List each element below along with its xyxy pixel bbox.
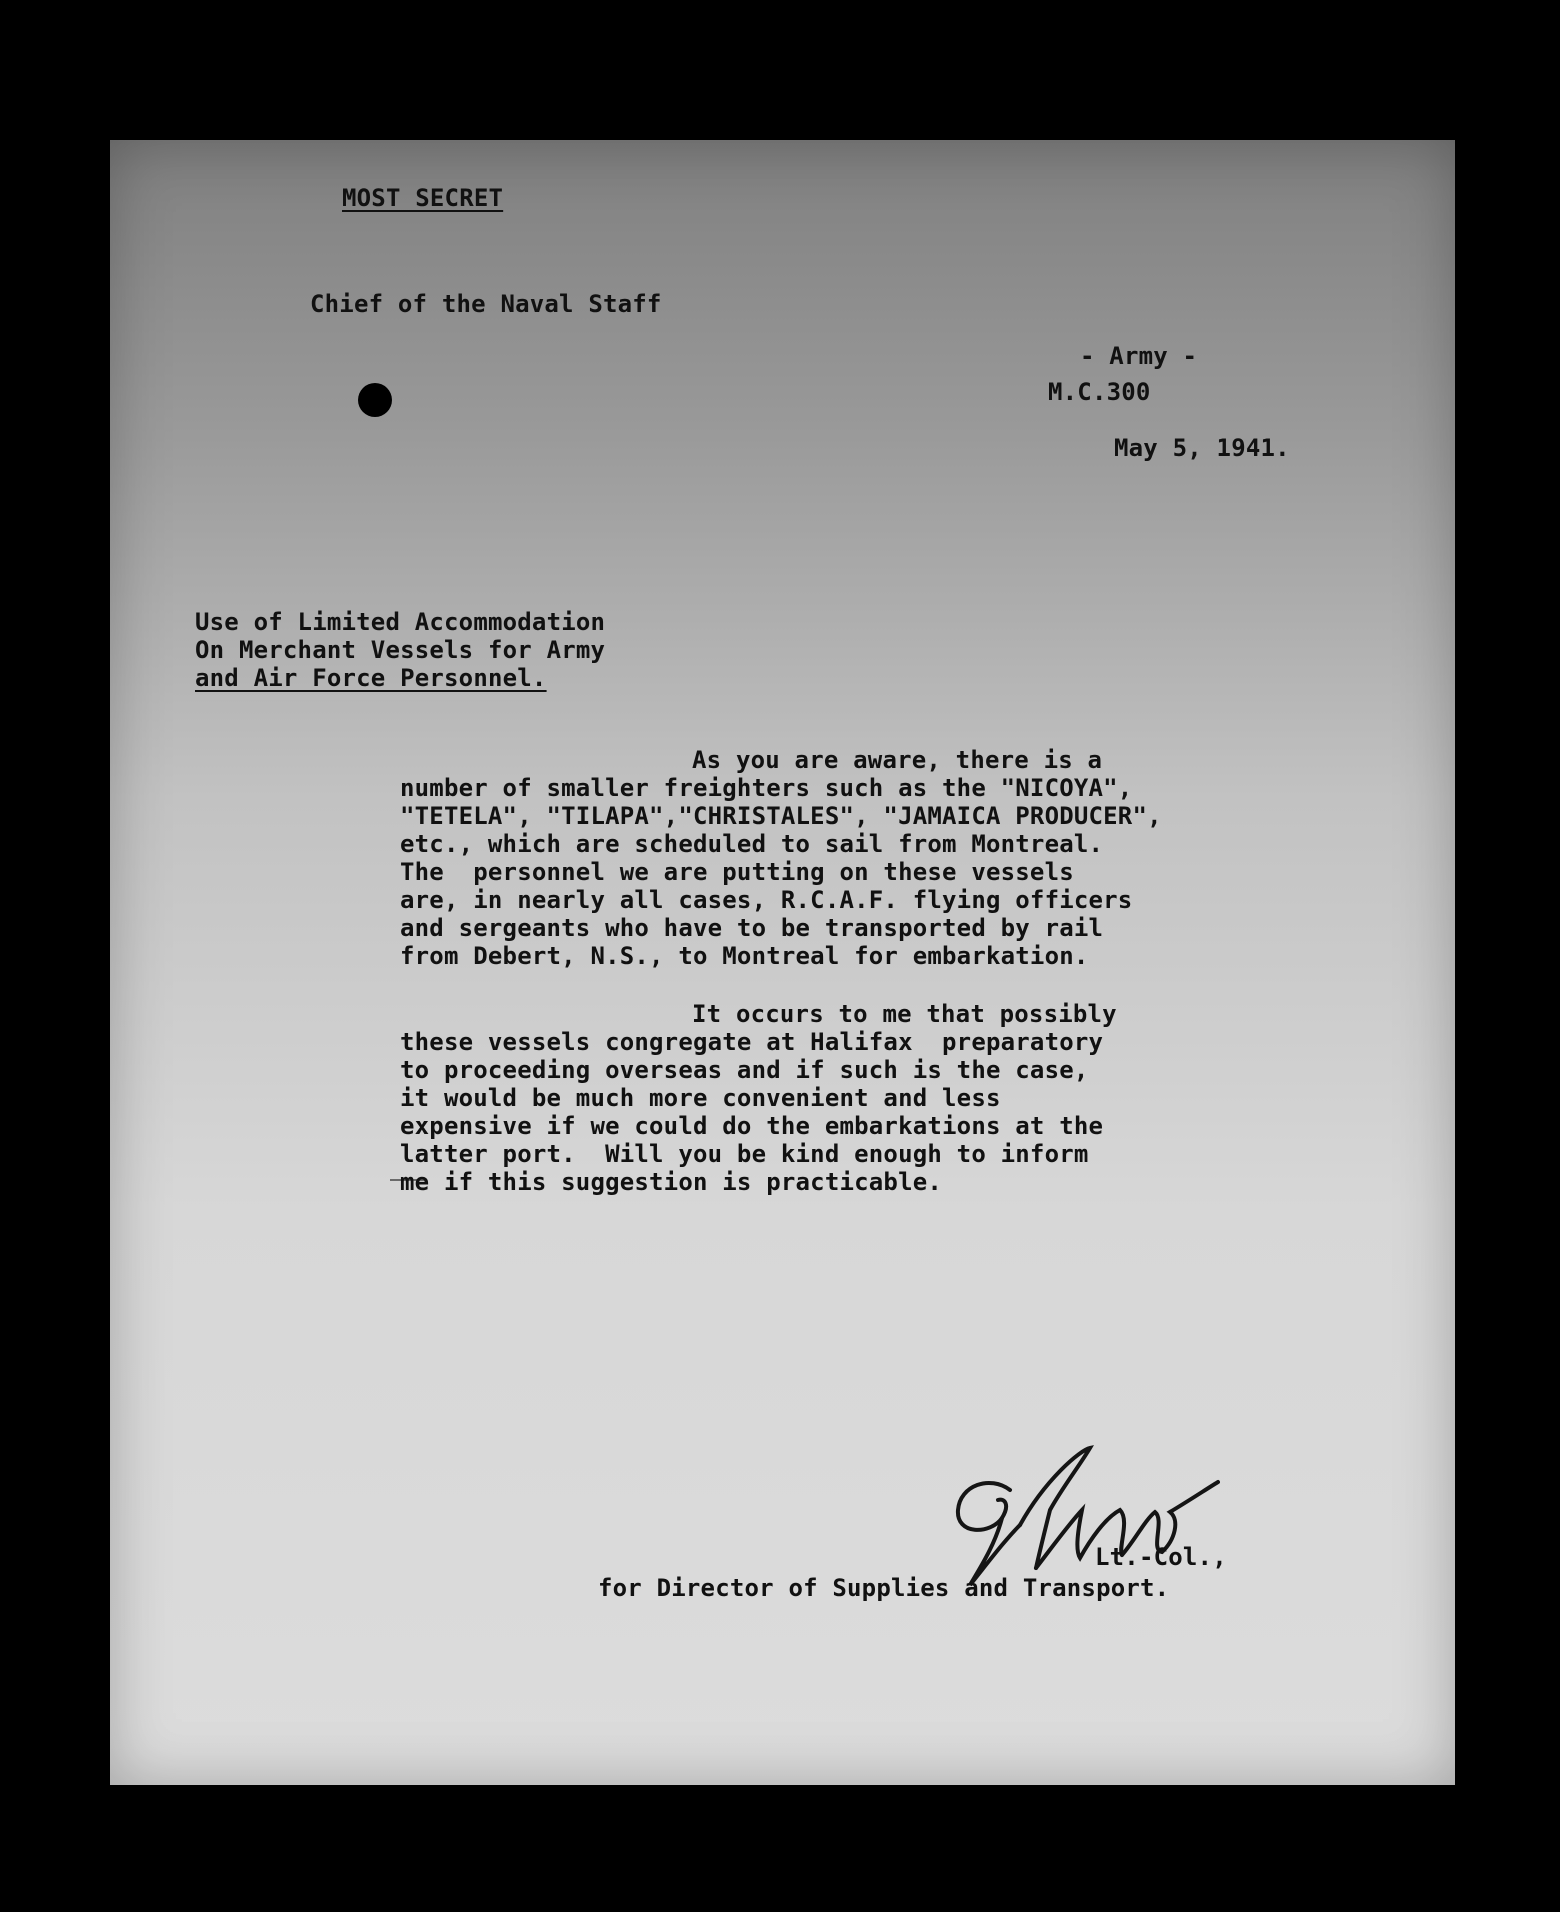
body-line: As you are aware, there is a bbox=[692, 746, 1103, 774]
reference-branch: - Army - bbox=[1080, 342, 1198, 370]
body-line: to proceeding overseas and if such is the case, bbox=[400, 1056, 1089, 1084]
signature-rank: Lt.-Col., bbox=[1095, 1543, 1227, 1571]
body-line: number of smaller freighters such as the "NICOYA", bbox=[400, 774, 1133, 802]
punch-hole bbox=[358, 383, 392, 417]
body-line: expensive if we could do the embarkations at the bbox=[400, 1112, 1104, 1140]
letter-page bbox=[110, 140, 1455, 1785]
signature-title: for Director of Supplies and Transport. bbox=[598, 1574, 1170, 1602]
classification-heading: MOST SECRET bbox=[342, 184, 504, 212]
body-line: It occurs to me that possibly bbox=[692, 1000, 1117, 1028]
body-line: etc., which are scheduled to sail from Montreal. bbox=[400, 830, 1104, 858]
reference-file-number: M.C.300 bbox=[1048, 378, 1151, 406]
body-line: and sergeants who have to be transported by rail bbox=[400, 914, 1104, 942]
addressee: Chief of the Naval Staff bbox=[310, 290, 662, 318]
body-line: latter port. Will you be kind enough to inform bbox=[400, 1140, 1089, 1168]
body-line: are, in nearly all cases, R.C.A.F. flying officers bbox=[400, 886, 1133, 914]
body-line: it would be much more convenient and less bbox=[400, 1084, 1001, 1112]
body-line: The personnel we are putting on these vessels bbox=[400, 858, 1074, 886]
subject-line: Use of Limited Accommodation bbox=[195, 608, 606, 636]
body-line: "TETELA", "TILAPA","CHRISTALES", "JAMAICA PRODUCER", bbox=[400, 802, 1162, 830]
body-line: me if this suggestion is practicable. bbox=[400, 1168, 943, 1196]
body-line: these vessels congregate at Halifax preparatory bbox=[400, 1028, 1104, 1056]
body-line: from Debert, N.S., to Montreal for embarkation. bbox=[400, 942, 1089, 970]
subject-line: On Merchant Vessels for Army bbox=[195, 636, 606, 664]
subject-line: and Air Force Personnel. bbox=[195, 664, 547, 692]
letter-date: May 5, 1941. bbox=[1114, 434, 1290, 462]
